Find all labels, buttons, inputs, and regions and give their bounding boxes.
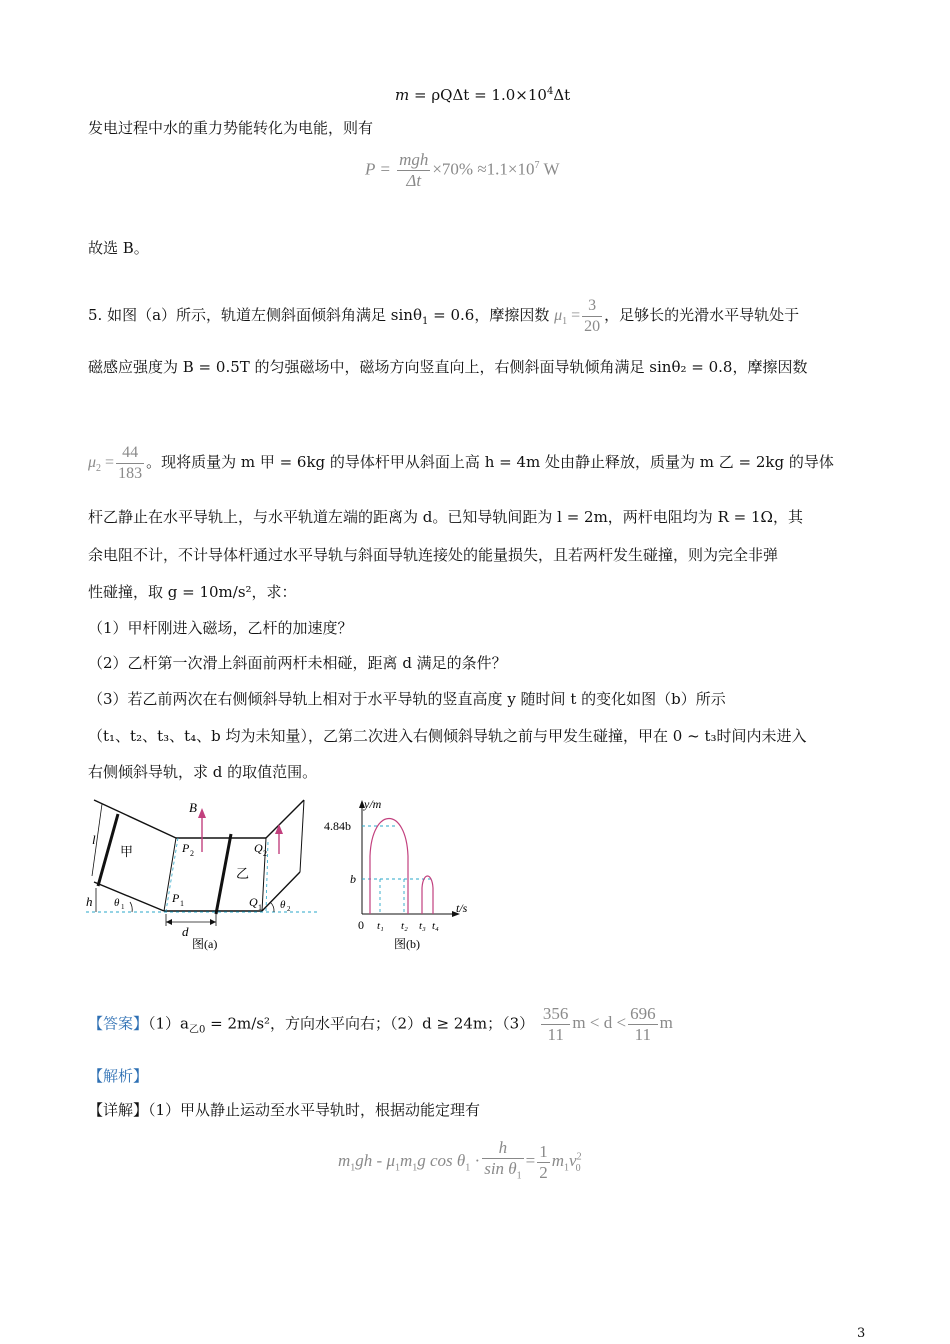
answer-range: $\frac{356}{11}$ m < d < $\frac{696}{11}$ m: [542, 1004, 673, 1044]
equation-kinetic-energy: $m_1gh - \mu_1m_1g$ $\cos \theta_1$ · $\frac{h}{\sin \theta_1}$ = $\frac{1}{2}$ $m_1v^2_0$: [338, 1138, 581, 1186]
label-theta2: θ: [280, 899, 286, 911]
label-d: d: [182, 924, 189, 939]
curve-first-climb: [370, 819, 408, 915]
analysis-tag: 【解析】: [88, 1067, 149, 1085]
figure-b: [322, 796, 482, 952]
fraction-mgh-dt: $\frac{\text{mgh}}{\Delta t}$: [399, 150, 429, 190]
axis-label-x: t/s: [456, 901, 468, 915]
label-B: B: [189, 800, 197, 815]
q5-line-3: $\mu_2$ = $\frac{44}{183}$ 。现将质量为 m 甲 = 6kg 的导体杆甲从斜面上高 h = 4m 处由静止释放，质量为 m 乙 = 2kg 的导体: [88, 444, 834, 482]
mu2-expression: $\mu_2$ = $\frac{44}{183}$: [88, 444, 143, 482]
mu1-expression: $\mu_1$ = $\frac{3}{20}$: [554, 297, 601, 335]
axis-label-y: y/m: [364, 797, 382, 811]
label-Q1-sub: 1: [258, 903, 262, 912]
angle-arc-theta1: [130, 902, 132, 912]
q5-sub-question-3-cont: （t₁、t₂、t₃、t₄、b 均为未知量），乙第二次进入右侧倾斜导轨之前与甲发生碰撞，甲在 0 ~ t₃时间内未进入: [88, 727, 807, 745]
tick-y-4-84b: 4.84b: [324, 819, 351, 833]
field-arrowhead-2: [275, 824, 283, 834]
rail-right-top: [266, 800, 304, 838]
page-number: 3: [857, 1326, 866, 1341]
caption-figure-a: 图(a): [192, 937, 218, 951]
label-theta2-sub: 2: [287, 905, 291, 913]
tick-x-t4: t₄: [432, 920, 439, 932]
label-P1: P: [172, 891, 180, 905]
detail-line: 【详解】（1）甲从静止运动至水平导轨时，根据动能定理有: [88, 1101, 481, 1119]
label-jia: 甲: [120, 844, 134, 859]
q5-intro: 5. 如图（a）所示，轨道左侧斜面倾斜角满足 sinθ$_1$ = 0.6，摩擦因数 $\mu_1$ = $\frac{3}{20}$ ，足够长的光滑水平导轨处于: [88, 297, 800, 335]
label-yi: 乙: [236, 866, 250, 881]
answer-line: 【答案】$(1)a_{乙0} = 2m/s^2$，方向水平向右；（2）d ≥ 24m；（3） $\frac{356}{11}$ m < d < $\frac{696}{11}$ m: [88, 1004, 673, 1044]
figure-a: [86, 792, 326, 952]
d-arrow-right: [210, 919, 216, 925]
label-theta1-sub: 1: [121, 903, 125, 911]
d-arrow-left: [166, 919, 172, 925]
curve-second-climb: [422, 876, 433, 914]
rail-left-bottom: [94, 882, 164, 911]
label-l: l: [92, 832, 96, 847]
rod-jia: [98, 814, 118, 886]
equation-mass: $m = \rho Q\Delta t = 1.0\times 10^4\Delta t$: [395, 86, 571, 104]
q5-line-4: 杆乙静止在水平导轨上，与水平轨道左端的距离为 d。已知导轨间距为 l = 2m，两杆电阻均为 R = 1Ω，其: [88, 508, 803, 526]
angle-arc-theta2: [270, 902, 274, 912]
q5-sub-question-2: （2）乙杆第一次滑上斜面前两杆未相碰，距离 d 满足的条件？: [88, 654, 507, 672]
equation-power: P = $\frac{\text{mgh}}{\Delta t}$ $\times 70\% \approx 1.1\times 10^7$ W: [365, 150, 560, 190]
answer-tag: 【答案】: [88, 1014, 149, 1033]
tick-x-0: 0: [358, 918, 364, 932]
q5-sub-question-3: （3）若乙前两次在右侧倾斜导轨上相对于水平导轨的竖直高度 y 随时间 t 的变化如图（b）所示: [88, 690, 726, 708]
tick-y-b: b: [350, 872, 356, 886]
label-Q2: Q: [254, 841, 263, 855]
label-Q1: Q: [249, 895, 258, 909]
rod-yi: [216, 834, 231, 914]
tick-x-t2: t₂: [401, 920, 408, 932]
caption-figure-b: 图(b): [394, 937, 420, 951]
text-conclusion: 故选 B。: [88, 239, 149, 257]
text-energy-conversion: 发电过程中水的重力势能转化为电能，则有: [88, 119, 374, 137]
label-theta1: θ: [114, 897, 120, 909]
label-h: h: [86, 894, 93, 909]
rail-left-top: [94, 800, 176, 838]
q5-line-5: 余电阻不计，不计导体杆通过水平导轨与斜面导轨连接处的能量损失，且若两杆发生碰撞，则为完全非弹: [88, 546, 779, 564]
tick-x-t1: t₁: [377, 920, 384, 932]
label-P2-sub: 2: [190, 849, 194, 858]
field-arrowhead-1: [198, 808, 206, 818]
q5-line-6: 性碰撞，取 g = 10m/s²，求：: [88, 583, 297, 601]
label-Q2-sub: 2: [263, 849, 267, 858]
q5-sub-question-1: （1）甲杆刚进入磁场，乙杆的加速度？: [88, 619, 353, 637]
rail-edge-right: [300, 800, 304, 872]
label-P1-sub: 1: [180, 899, 184, 908]
tick-x-t3: t₃: [419, 920, 426, 932]
label-P2: P: [182, 841, 190, 855]
q5-line-2: 磁感应强度为 B = 0.5T 的匀强磁场中，磁场方向竖直向上，右侧斜面导轨倾角满足 sinθ₂ = 0.8，摩擦因数: [88, 358, 808, 376]
q5-sub-question-3-end: 右侧倾斜导轨，求 d 的取值范围。: [88, 763, 318, 781]
